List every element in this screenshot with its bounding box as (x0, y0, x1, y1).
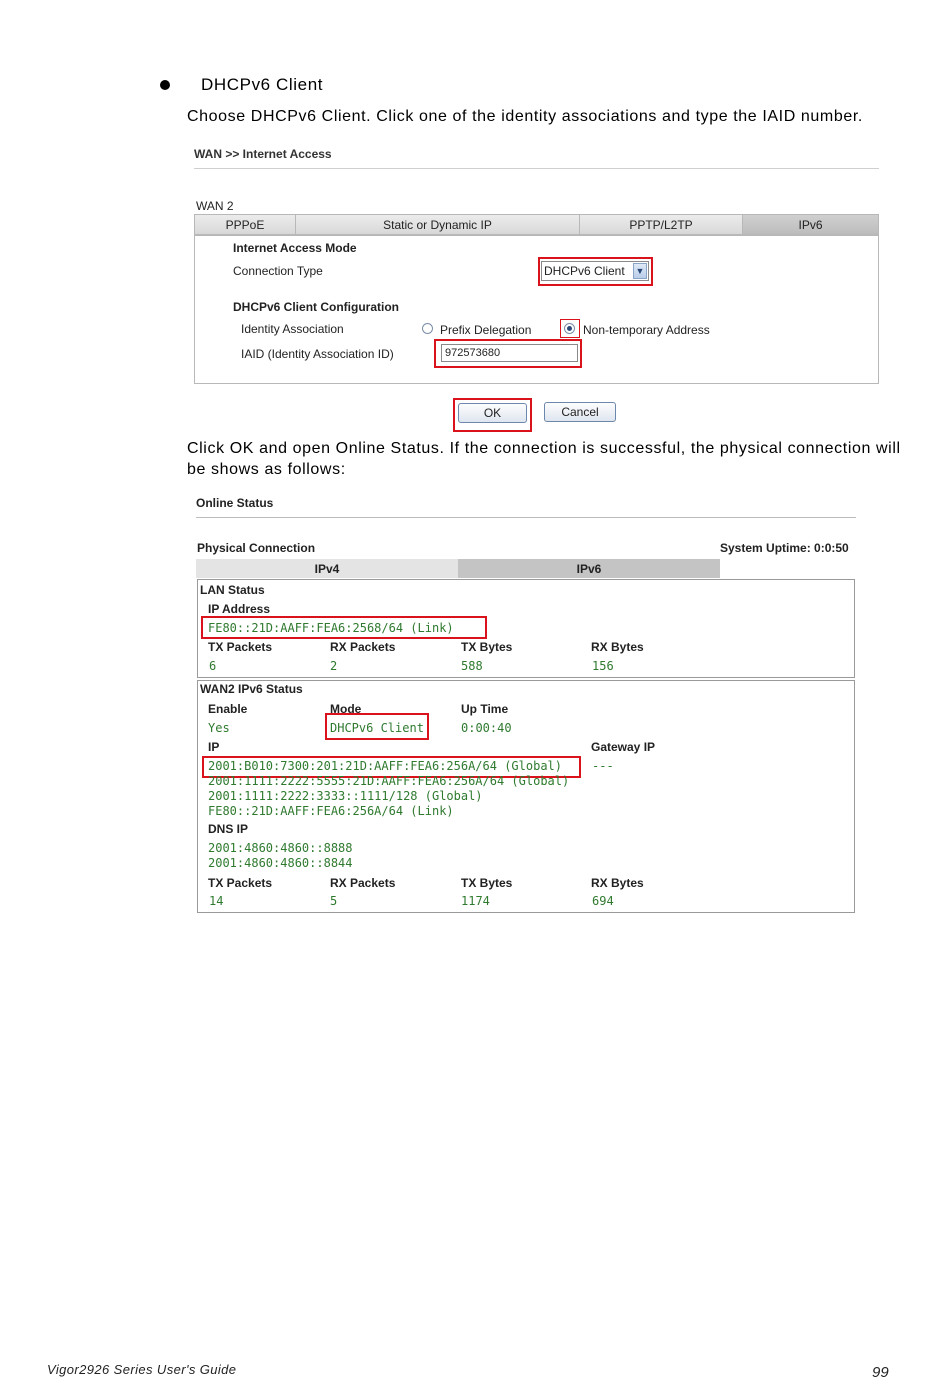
tab-ipv6-status[interactable]: IPv6 (458, 559, 720, 578)
wan-rx-bytes: 694 (592, 894, 614, 908)
wan-rx-packets: 5 (330, 894, 338, 908)
up-time-label: Up Time (461, 702, 509, 716)
lan-tx-packets-label: TX Packets (208, 640, 273, 654)
system-uptime: System Uptime: 0:0:50 (720, 541, 849, 555)
highlight-box (560, 319, 580, 338)
gateway-ip-value: --- (592, 759, 614, 773)
page-number: 99 (872, 1364, 889, 1381)
physical-connection-label: Physical Connection (197, 541, 316, 555)
tab-ipv6[interactable]: IPv6 (743, 215, 878, 234)
dns-ip-1: 2001:4860:4860::8888 (208, 841, 353, 855)
mode-label: Mode (330, 702, 362, 716)
lan-rx-packets: 2 (330, 659, 338, 673)
up-time-value: 0:00:40 (461, 721, 512, 735)
tab-pppoe[interactable]: PPPoE (195, 215, 296, 234)
lan-tx-bytes-label: TX Bytes (461, 640, 513, 654)
lan-rx-bytes: 156 (592, 659, 614, 673)
wan-status-heading: WAN2 IPv6 Status (200, 682, 303, 696)
radio-prefix-delegation[interactable] (422, 323, 433, 334)
dns-ip-label: DNS IP (208, 822, 249, 836)
wan-ip-3: 2001:1111:2222:3333::1111/128 (Global) (208, 789, 483, 803)
ok-button[interactable]: OK (458, 403, 527, 423)
wan-rx-bytes-label: RX Bytes (591, 876, 644, 890)
instruction-paragraph: Choose DHCPv6 Client. Click one of the identity associations and type the IAID number. (187, 108, 863, 125)
tab-pptp-l2tp[interactable]: PPTP/L2TP (580, 215, 743, 234)
wan-rx-packets-label: RX Packets (330, 876, 396, 890)
enable-value: Yes (208, 721, 230, 735)
lan-rx-packets-label: RX Packets (330, 640, 396, 654)
config-heading: DHCPv6 Client Configuration (233, 300, 400, 314)
lan-tx-bytes: 588 (461, 659, 483, 673)
chevron-down-icon: ▼ (633, 263, 647, 279)
wan-tx-bytes: 1174 (461, 894, 490, 908)
tab-ipv4[interactable]: IPv4 (196, 559, 458, 578)
iaid-label: IAID (Identity Association ID) (241, 347, 394, 361)
wan-ip-4: FE80::21D:AAFF:FEA6:256A/64 (Link) (208, 804, 454, 818)
ip-label: IP (208, 740, 220, 754)
dns-ip-2: 2001:4860:4860::8844 (208, 856, 353, 870)
section-title: DHCPv6 Client (201, 75, 324, 94)
connection-type-value: DHCPv6 Client (544, 264, 625, 278)
lan-status-heading: LAN Status (200, 583, 265, 597)
iaid-input[interactable]: 972573680 (441, 344, 578, 362)
instruction-paragraph-2: Click OK and open Online Status. If the connection is successful, the physical connection will be shows as follows: (187, 440, 901, 478)
wan-tx-packets-label: TX Packets (208, 876, 273, 890)
lan-tx-packets: 6 (209, 659, 217, 673)
online-status-title: Online Status (196, 496, 274, 510)
wan-label: WAN 2 (196, 199, 234, 213)
lan-rx-bytes-label: RX Bytes (591, 640, 644, 654)
connection-type-label: Connection Type (233, 264, 323, 278)
identity-association-label: Identity Association (241, 322, 344, 336)
mode-value: DHCPv6 Client (330, 721, 424, 735)
wan-ip-1: 2001:B010:7300:201:21D:AAFF:FEA6:256A/64 (Global) (208, 759, 563, 773)
tab-static-dynamic-ip[interactable]: Static or Dynamic IP (296, 215, 580, 234)
divider (196, 517, 856, 518)
wan-tab-bar (194, 214, 879, 235)
connection-type-select[interactable] (541, 261, 649, 281)
breadcrumb: WAN >> Internet Access (194, 147, 332, 161)
lan-ip-address: FE80::21D:AAFF:FEA6:2568/64 (Link) (208, 621, 454, 635)
ip-address-label: IP Address (208, 602, 271, 616)
footer-guide-title: Vigor2926 Series User's Guide (47, 1362, 237, 1377)
internet-access-mode-label: Internet Access Mode (233, 241, 357, 255)
bullet-dot (160, 80, 170, 90)
gateway-ip-label: Gateway IP (591, 740, 656, 754)
wan-tx-packets: 14 (209, 894, 224, 908)
wan-tx-bytes-label: TX Bytes (461, 876, 513, 890)
online-status-tab-bar (196, 559, 720, 578)
cancel-button[interactable]: Cancel (544, 402, 616, 422)
divider (194, 168, 879, 169)
wan-ip-2: 2001:1111:2222:5555:21D:AAFF:FEA6:256A/64 (Global) (208, 774, 570, 788)
non-temporary-address-label: Non-temporary Address (583, 323, 710, 337)
enable-label: Enable (208, 702, 248, 716)
prefix-delegation-label: Prefix Delegation (440, 323, 532, 337)
